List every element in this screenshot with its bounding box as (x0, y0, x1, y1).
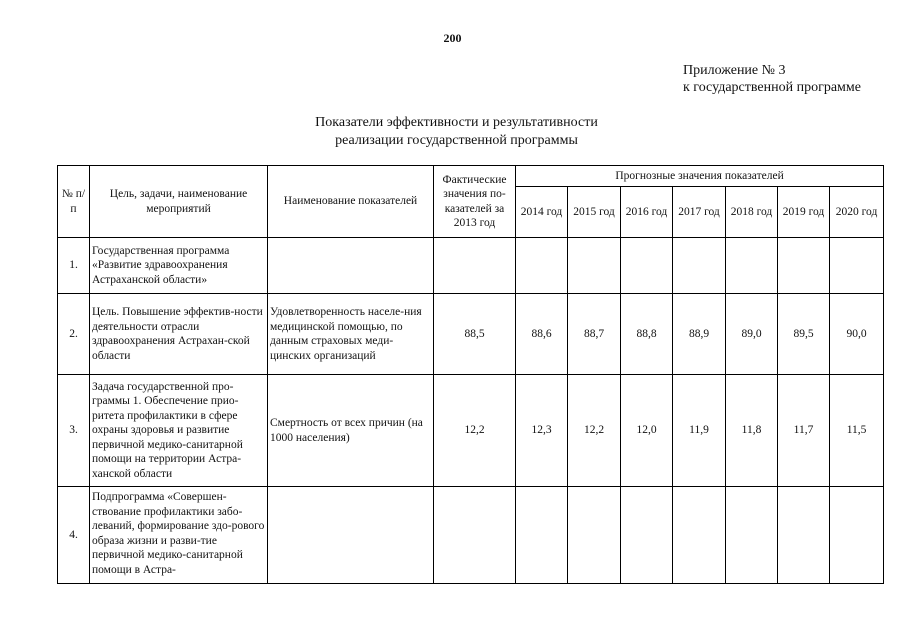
header-year: 2018 год (726, 187, 778, 238)
row-actual-value (434, 487, 516, 584)
row-number: 2. (58, 294, 90, 375)
row-forecast-value: 88,7 (568, 294, 621, 375)
row-forecast-value (830, 238, 884, 294)
row-forecast-value (516, 487, 568, 584)
row-forecast-value (726, 238, 778, 294)
title-line-1: Показатели эффективности и результативности (315, 115, 598, 130)
row-forecast-value (673, 238, 726, 294)
row-forecast-value (673, 487, 726, 584)
row-indicator: Удовлетворенность населе-ния медицинской помощью, по данным страховых меди-цинских организаций (268, 294, 434, 375)
header-actual-2013: Фактические значения по-казателей за 2013 год (434, 166, 516, 238)
header-num: № п/п (58, 166, 90, 238)
row-indicator (268, 238, 434, 294)
header-year: 2020 год (830, 187, 884, 238)
row-forecast-value: 11,8 (726, 375, 778, 487)
row-forecast-value (830, 487, 884, 584)
row-forecast-value: 90,0 (830, 294, 884, 375)
appendix-line-1: Приложение № 3 (683, 63, 786, 78)
header-indicator: Наименование показателей (268, 166, 434, 238)
row-forecast-value: 89,0 (726, 294, 778, 375)
header-year: 2019 год (778, 187, 830, 238)
header-goal: Цель, задачи, наименование мероприятий (90, 166, 268, 238)
row-forecast-value (778, 238, 830, 294)
row-indicator (268, 487, 434, 584)
row-forecast-value: 12,2 (568, 375, 621, 487)
header-year: 2015 год (568, 187, 621, 238)
row-number: 4. (58, 487, 90, 584)
row-forecast-value: 12,0 (621, 375, 673, 487)
row-forecast-value: 11,9 (673, 375, 726, 487)
document-title (0, 114, 905, 150)
title-line-2: реализации государственной программы (335, 133, 578, 148)
row-forecast-value (778, 487, 830, 584)
row-forecast-value: 11,5 (830, 375, 884, 487)
row-goal: Цель. Повышение эффектив-ности деятельности отрасли здравоохранения Астрахан-ской области (90, 294, 268, 375)
row-goal: Подпрограмма «Совершен-ствование профилактики забо-леваний, формирование здо-рового образа жизни и разви-тие первичной медико-санитарной помощи в Астра- (92, 491, 265, 576)
row-forecast-value (726, 487, 778, 584)
row-forecast-value: 88,9 (673, 294, 726, 375)
row-forecast-value (516, 238, 568, 294)
row-goal: Задача государственной про-граммы 1. Обеспечение прио-ритета профилактики в сфере охраны здоровья и развитие первичной медико-санитарной помощи на территории Астра-ханской области (90, 375, 268, 487)
page-number: 200 (443, 31, 462, 45)
appendix-line-2: к государственной программе (683, 80, 861, 95)
row-actual-value: 12,2 (434, 375, 516, 487)
row-forecast-value: 88,8 (621, 294, 673, 375)
header-year: 2014 год (516, 187, 568, 238)
row-forecast-value: 12,3 (516, 375, 568, 487)
row-actual-value (434, 238, 516, 294)
row-forecast-value (621, 238, 673, 294)
row-forecast-value (621, 487, 673, 584)
table-row (58, 238, 884, 294)
row-goal-cell (90, 487, 268, 584)
header-forecast: Прогнозные значения показателей (516, 166, 884, 187)
row-forecast-value (568, 238, 621, 294)
row-number: 1. (58, 238, 90, 294)
indicators-table (57, 165, 884, 584)
row-number: 3. (58, 375, 90, 487)
row-indicator: Смертность от всех причин (на 1000 населения) (268, 375, 434, 487)
row-forecast-value: 11,7 (778, 375, 830, 487)
header-year: 2016 год (621, 187, 673, 238)
table-row (58, 294, 884, 375)
row-forecast-value: 88,6 (516, 294, 568, 375)
header-year: 2017 год (673, 187, 726, 238)
row-forecast-value: 89,5 (778, 294, 830, 375)
row-goal: Государственная программа «Развитие здравоохранения Астраханской области» (90, 238, 268, 294)
row-actual-value: 88,5 (434, 294, 516, 375)
table-row (58, 375, 884, 487)
row-forecast-value (568, 487, 621, 584)
table-row (58, 487, 884, 584)
appendix-note (683, 62, 861, 96)
